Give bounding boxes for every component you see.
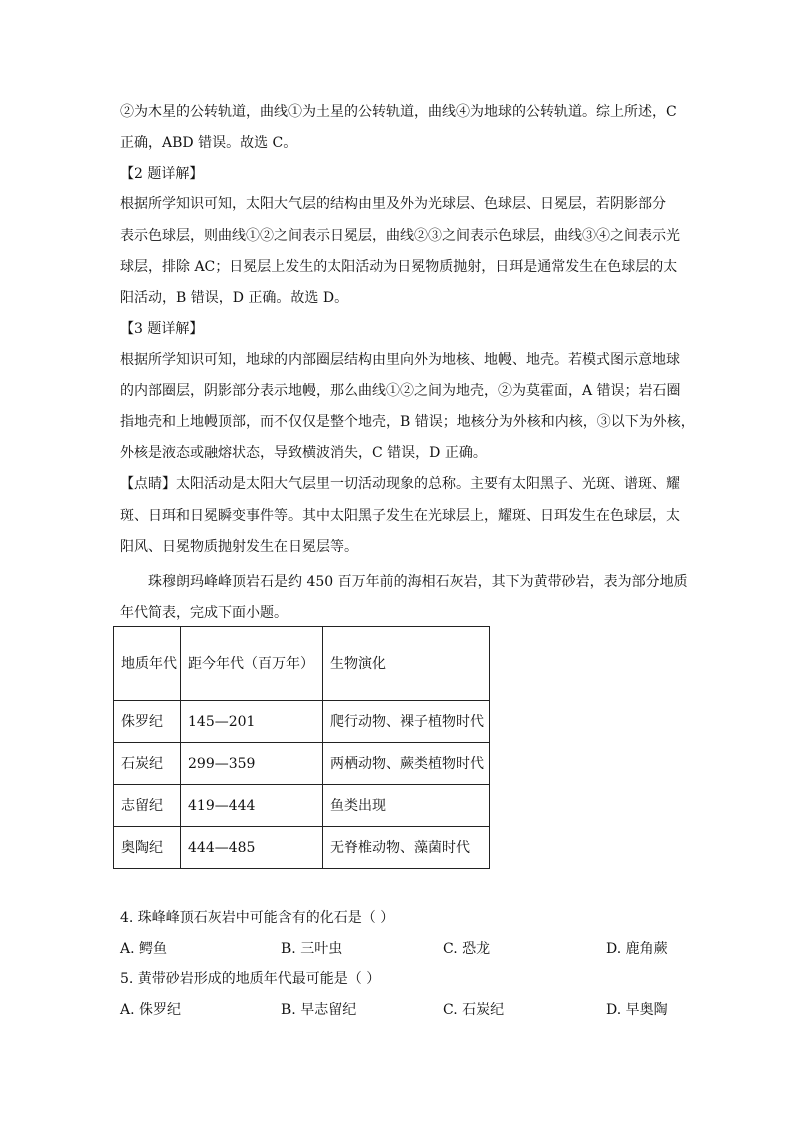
table-cell: 奥陶纪 (114, 827, 181, 869)
table-cell: 无脊椎动物、藻菌时代 (323, 827, 490, 869)
option-c: C. 恐龙 (443, 941, 491, 957)
option-b: B. 三叶虫 (281, 941, 343, 957)
intro-paragraph-line: 珠穆朗玛峰峰顶岩石是约 450 百万年前的海相石灰岩，其下为黄带砂岩，表为部分地质 (148, 574, 688, 590)
option-d: D. 早奥陶 (606, 1002, 668, 1018)
paragraph-line: 外核是液态或融熔状态，导致横波消失，C 错误，D 正确。 (120, 445, 487, 461)
table-cell: 侏罗纪 (114, 701, 181, 743)
table-cell: 爬行动物、裸子植物时代 (323, 701, 490, 743)
paragraph-line: 阳活动，B 错误，D 正确。故选 D。 (120, 290, 349, 306)
paragraph-line: 根据所学知识可知，太阳大气层的结构由里及外为光球层、色球层、日冕层，若阴影部分 (120, 196, 666, 212)
table-header-cell: 生物演化 (323, 627, 490, 701)
table-cell: 石炭纪 (114, 743, 181, 785)
geologic-time-table (113, 626, 490, 869)
table-row (114, 785, 490, 827)
paragraph-line: 指地壳和上地幔顶部，而不仅仅是整个地壳，B 错误；地核分为外核和内核，③以下为外核， (120, 414, 695, 430)
paragraph-line: 【点睛】太阳活动是太阳大气层里一切活动现象的总称。主要有太阳黑子、光斑、谱斑、耀 (120, 476, 680, 492)
table-row (114, 827, 490, 869)
table-cell: 299—359 (181, 743, 323, 785)
option-d: D. 鹿角蕨 (606, 941, 668, 957)
option-c: C. 石炭纪 (443, 1002, 505, 1018)
table-row (114, 743, 490, 785)
paragraph-line: ②为木星的公转轨道，曲线①为土星的公转轨道，曲线④为地球的公转轨道。综上所述，C (120, 104, 677, 120)
table-header-cell: 地质年代 (114, 627, 181, 701)
table-header-row (114, 627, 490, 701)
paragraph-line: 阳风、日冕物质抛射发生在日冕层等。 (120, 539, 358, 555)
section-heading-q2: 【2 题详解】 (120, 166, 204, 182)
intro-paragraph-line: 年代简表，完成下面小题。 (120, 605, 288, 621)
table-cell: 两栖动物、蕨类植物时代 (323, 743, 490, 785)
option-a: A. 鳄鱼 (120, 941, 168, 957)
paragraph-line: 斑、日珥和日冕瞬变事件等。其中太阳黑子发生在光球层上，耀斑、日珥发生在色球层，太 (120, 508, 680, 524)
table-cell: 145—201 (181, 701, 323, 743)
question-stem-5: 5. 黄带砂岩形成的地质年代最可能是（ ） (120, 971, 381, 987)
option-a: A. 侏罗纪 (120, 1002, 182, 1018)
question-stem-4: 4. 珠峰峰顶石灰岩中可能含有的化石是（ ） (120, 910, 395, 926)
section-heading-q3: 【3 题详解】 (120, 321, 204, 337)
paragraph-line: 球层，排除 AC；日冕层上发生的太阳活动为日冕物质抛射，日珥是通常发生在色球层的太 (120, 259, 678, 275)
table-cell: 鱼类出现 (323, 785, 490, 827)
paragraph-line: 的内部圈层，阴影部分表示地幔，那么曲线①②之间为地壳，②为莫霍面，A 错误；岩石圈 (120, 383, 681, 399)
paragraph-line: 正确，ABD 错误。故选 C。 (120, 135, 298, 151)
paragraph-line: 根据所学知识可知，地球的内部圈层结构由里向外为地核、地幔、地壳。若模式图示意地球 (120, 352, 680, 368)
table-cell: 志留纪 (114, 785, 181, 827)
table-header-cell: 距今年代（百万年） (181, 627, 323, 701)
table-cell: 419—444 (181, 785, 323, 827)
option-b: B. 早志留纪 (281, 1002, 357, 1018)
paragraph-line: 表示色球层，则曲线①②之间表示日冕层，曲线②③之间表示色球层，曲线③④之间表示光 (120, 228, 680, 244)
table-cell: 444—485 (181, 827, 323, 869)
table-row (114, 701, 490, 743)
